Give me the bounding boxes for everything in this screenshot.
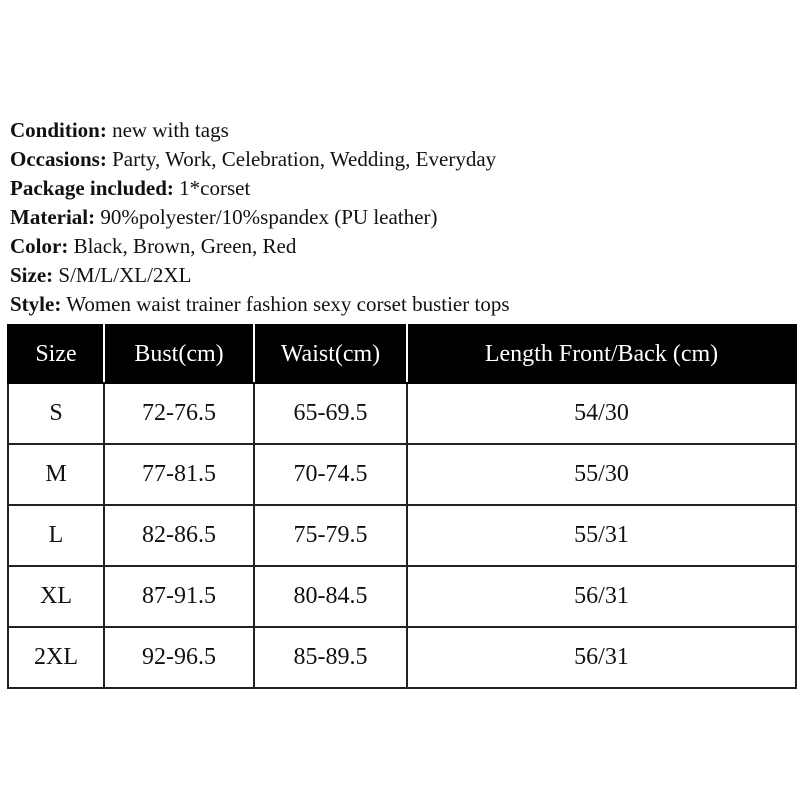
spec-key: Condition:: [10, 118, 107, 142]
spec-key: Color:: [10, 234, 69, 258]
spec-color: [10, 232, 790, 261]
table-row: [8, 383, 796, 444]
cell-bust: 87-91.5: [104, 566, 254, 627]
cell-length: 55/31: [407, 505, 796, 566]
spec-value: Black, Brown, Green, Red: [73, 234, 297, 258]
table-header-row: [8, 325, 796, 383]
cell-waist: 70-74.5: [254, 444, 407, 505]
spec-value: 1*corset: [179, 176, 251, 200]
spec-size: [10, 261, 790, 290]
size-chart-table: [7, 324, 797, 689]
cell-size: S: [8, 383, 104, 444]
table-row: [8, 566, 796, 627]
spec-condition: [10, 116, 790, 145]
cell-size: XL: [8, 566, 104, 627]
spec-key: Package included:: [10, 176, 174, 200]
cell-size: M: [8, 444, 104, 505]
spec-value: S/M/L/XL/2XL: [58, 263, 192, 287]
cell-bust: 77-81.5: [104, 444, 254, 505]
cell-size: 2XL: [8, 627, 104, 688]
cell-waist: 80-84.5: [254, 566, 407, 627]
spec-key: Size:: [10, 263, 54, 287]
cell-bust: 92-96.5: [104, 627, 254, 688]
cell-length: 56/31: [407, 566, 796, 627]
cell-length: 55/30: [407, 444, 796, 505]
column-header-bust: Bust(cm): [104, 325, 254, 383]
table-row: [8, 505, 796, 566]
cell-bust: 72-76.5: [104, 383, 254, 444]
cell-waist: 75-79.5: [254, 505, 407, 566]
column-header-waist: Waist(cm): [254, 325, 407, 383]
cell-bust: 82-86.5: [104, 505, 254, 566]
spec-package: [10, 174, 790, 203]
cell-length: 54/30: [407, 383, 796, 444]
cell-length: 56/31: [407, 627, 796, 688]
spec-value: Women waist trainer fashion sexy corset bustier tops: [66, 292, 510, 316]
cell-waist: 65-69.5: [254, 383, 407, 444]
spec-value: Party, Work, Celebration, Wedding, Everyday: [112, 147, 497, 171]
table-row: [8, 444, 796, 505]
spec-value: new with tags: [112, 118, 229, 142]
spec-value: 90%polyester/10%spandex (PU leather): [100, 205, 438, 229]
product-specs: [10, 116, 790, 319]
spec-style: [10, 290, 790, 319]
spec-key: Material:: [10, 205, 96, 229]
column-header-size: Size: [8, 325, 104, 383]
cell-size: L: [8, 505, 104, 566]
cell-waist: 85-89.5: [254, 627, 407, 688]
table-row: [8, 627, 796, 688]
spec-key: Style:: [10, 292, 62, 316]
spec-occasions: [10, 145, 790, 174]
spec-material: [10, 203, 790, 232]
spec-key: Occasions:: [10, 147, 107, 171]
column-header-length: Length Front/Back (cm): [407, 325, 796, 383]
